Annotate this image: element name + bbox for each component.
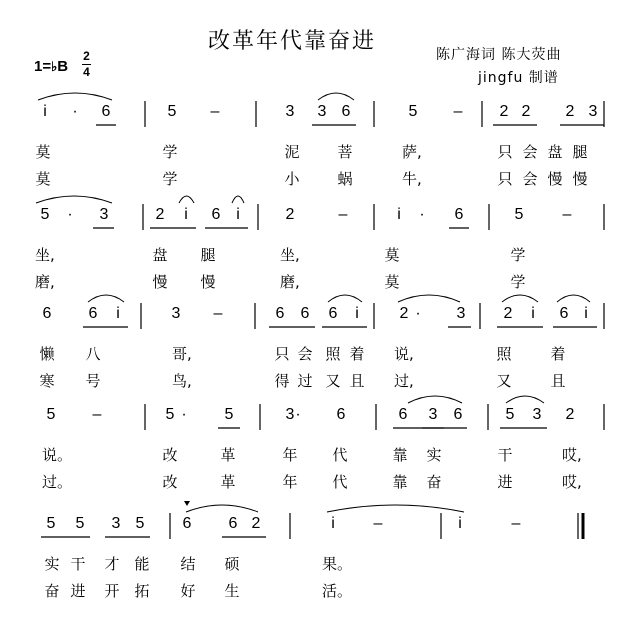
lyric-verse-2: 蜗 bbox=[337, 170, 353, 188]
note: 3 bbox=[317, 103, 327, 120]
key-note: B bbox=[57, 58, 69, 75]
slur bbox=[179, 196, 194, 203]
lyric-verse-1: 菩 bbox=[337, 143, 353, 161]
lyric-verse-1: 会 bbox=[522, 143, 538, 161]
lyric-verse-1: 革 bbox=[220, 446, 236, 464]
note: 5 bbox=[135, 515, 145, 532]
slur bbox=[88, 295, 124, 302]
lyric-verse-2: 牛, bbox=[402, 170, 422, 188]
note: 2 bbox=[155, 206, 165, 223]
note: · bbox=[67, 206, 73, 223]
lyric-verse-2: 又 bbox=[325, 372, 341, 390]
note: i bbox=[355, 305, 359, 322]
lyric-verse-1: 实 bbox=[44, 555, 60, 573]
note: 2 bbox=[565, 103, 575, 120]
lyric-verse-2: 学 bbox=[510, 273, 526, 291]
slur bbox=[186, 505, 258, 512]
lyric-verse-2: 过。 bbox=[42, 473, 73, 491]
lyricist-composer-credit: 陈广海词 陈大荧曲 bbox=[436, 47, 562, 63]
lyric-verse-2: 且 bbox=[349, 372, 365, 390]
note: · bbox=[415, 305, 421, 322]
lyric-verse-1: 才 bbox=[104, 555, 120, 573]
lyric-verse-2: 鸟, bbox=[172, 372, 192, 390]
note: 2 bbox=[285, 206, 295, 223]
lyric-verse-2: 莫 bbox=[35, 170, 51, 188]
lyric-verse-1: 哎, bbox=[562, 446, 582, 464]
lyric-verse-1: 照 bbox=[325, 345, 341, 363]
note: – bbox=[338, 206, 348, 223]
lyric-verse-2: 代 bbox=[332, 473, 348, 491]
note: i bbox=[331, 515, 335, 532]
lyric-verse-2: 靠 bbox=[392, 473, 408, 491]
lyric-verse-2: 过 bbox=[297, 372, 313, 390]
note: 6 bbox=[336, 406, 346, 423]
lyric-verse-1: 说。 bbox=[42, 446, 73, 464]
lyric-verse-1: 靠 bbox=[392, 446, 408, 464]
note: 6 bbox=[341, 103, 351, 120]
note: 6 bbox=[42, 305, 52, 322]
note: 5 bbox=[408, 103, 418, 120]
lyric-verse-1: 会 bbox=[297, 345, 313, 363]
lyric-verse-2: 好 bbox=[180, 582, 196, 600]
slur bbox=[327, 505, 464, 512]
note: · bbox=[419, 206, 425, 223]
lyric-verse-2: 且 bbox=[550, 372, 566, 390]
note: 3 bbox=[456, 305, 466, 322]
lyric-verse-1: 坐, bbox=[35, 246, 55, 264]
lyric-verse-2: 过, bbox=[394, 372, 414, 390]
note: – bbox=[210, 103, 220, 120]
note: 2 bbox=[521, 103, 531, 120]
song-title: 改革年代靠奋进 bbox=[208, 29, 377, 54]
lyric-verse-1: 年 bbox=[282, 446, 298, 464]
lyric-verse-1: 萨, bbox=[402, 143, 422, 161]
arranger-credit: jingfu 制谱 bbox=[478, 70, 559, 86]
lyric-verse-1: 学 bbox=[162, 143, 178, 161]
slur bbox=[506, 396, 544, 403]
lyric-verse-1: 懒 bbox=[39, 345, 55, 363]
note: 2 bbox=[499, 103, 509, 120]
note: 6 bbox=[228, 515, 238, 532]
slur bbox=[318, 93, 354, 100]
key-prefix: 1= bbox=[34, 58, 52, 75]
lyric-verse-2: 寒 bbox=[39, 372, 55, 390]
time-signature-bottom: 4 bbox=[83, 65, 90, 79]
lyric-verse-1: 腿 bbox=[200, 246, 216, 264]
lyric-verse-1: 着 bbox=[349, 345, 365, 363]
note: 5 bbox=[46, 515, 56, 532]
lyric-verse-2: 开 bbox=[104, 582, 120, 600]
lyric-verse-2: 只 bbox=[497, 170, 513, 188]
lyric-verse-2: 奋 bbox=[44, 582, 60, 600]
note: 6 bbox=[101, 103, 111, 120]
lyric-verse-1: 干 bbox=[70, 555, 86, 573]
lyric-verse-1: 着 bbox=[550, 345, 566, 363]
lyric-verse-1: 结 bbox=[180, 555, 196, 573]
note: i bbox=[584, 305, 588, 322]
lyric-verse-2: 小 bbox=[284, 170, 300, 188]
lyric-verse-2: 年 bbox=[282, 473, 298, 491]
lyric-verse-1: 莫 bbox=[35, 143, 51, 161]
lyric-verse-1: 盘 bbox=[547, 143, 563, 161]
note: i bbox=[43, 103, 47, 120]
note: · bbox=[295, 406, 301, 423]
lyric-verse-1: 哥, bbox=[172, 345, 192, 363]
note: i bbox=[184, 206, 188, 223]
note: – bbox=[373, 515, 383, 532]
note: i bbox=[236, 206, 240, 223]
note: i bbox=[397, 206, 401, 223]
note: 2 bbox=[251, 515, 261, 532]
lyric-verse-2: 进 bbox=[70, 582, 86, 600]
note: 6 bbox=[182, 515, 192, 532]
slur bbox=[557, 295, 590, 302]
lyric-verse-2: 进 bbox=[497, 473, 513, 491]
note: – bbox=[562, 206, 572, 223]
lyric-verse-1: 果。 bbox=[322, 555, 353, 573]
note: 5 bbox=[46, 406, 56, 423]
note: 6 bbox=[454, 206, 464, 223]
note: 2 bbox=[565, 406, 575, 423]
note: 3 bbox=[428, 406, 438, 423]
note: 3 bbox=[588, 103, 598, 120]
lyric-verse-1: 只 bbox=[497, 143, 513, 161]
note: 5 bbox=[224, 406, 234, 423]
note: – bbox=[511, 515, 521, 532]
lyric-verse-1: 硕 bbox=[224, 555, 240, 573]
note: 3 bbox=[532, 406, 542, 423]
note: – bbox=[453, 103, 463, 120]
note: 2 bbox=[503, 305, 513, 322]
note: 6 bbox=[211, 206, 221, 223]
time-signature-top: 2 bbox=[83, 49, 90, 63]
note: · bbox=[181, 406, 187, 423]
lyric-verse-1: 学 bbox=[510, 246, 526, 264]
lyric-verse-2: 拓 bbox=[134, 582, 150, 600]
note: 5 bbox=[514, 206, 524, 223]
lyric-verse-1: 干 bbox=[497, 446, 513, 464]
lyric-verse-2: 慢 bbox=[152, 273, 168, 291]
lyric-verse-1: 盘 bbox=[152, 246, 168, 264]
lyric-verse-1: 实 bbox=[426, 446, 442, 464]
note: · bbox=[72, 103, 78, 120]
lyric-verse-1: 说, bbox=[394, 345, 414, 363]
note: i bbox=[116, 305, 120, 322]
note: 2 bbox=[399, 305, 409, 322]
slur bbox=[36, 196, 112, 203]
lyric-verse-2: 磨, bbox=[280, 273, 300, 291]
note: 6 bbox=[328, 305, 338, 322]
note: 6 bbox=[88, 305, 98, 322]
note: 6 bbox=[300, 305, 310, 322]
note: 5 bbox=[75, 515, 85, 532]
lyric-verse-1: 只 bbox=[274, 345, 290, 363]
lyric-verse-2: 莫 bbox=[384, 273, 400, 291]
lyric-verse-1: 坐, bbox=[280, 246, 300, 264]
note: – bbox=[92, 406, 102, 423]
lyric-verse-1: 莫 bbox=[384, 246, 400, 264]
note: – bbox=[213, 305, 223, 322]
lyric-verse-1: 腿 bbox=[572, 143, 588, 161]
flat-sign: ♭ bbox=[51, 59, 58, 74]
lyric-verse-2: 生 bbox=[224, 582, 240, 600]
lyric-verse-2: 奋 bbox=[426, 473, 442, 491]
lyric-verse-2: 得 bbox=[274, 372, 290, 390]
slur bbox=[398, 295, 460, 302]
lyric-verse-2: 改 bbox=[162, 473, 178, 491]
note: 6 bbox=[398, 406, 408, 423]
lyric-verse-2: 哎, bbox=[562, 473, 582, 491]
lyric-verse-1: 能 bbox=[134, 555, 150, 573]
lyric-verse-1: 八 bbox=[85, 345, 101, 363]
lyric-verse-2: 革 bbox=[220, 473, 236, 491]
slur bbox=[328, 295, 362, 302]
note: 5 bbox=[505, 406, 515, 423]
accent-mark bbox=[184, 501, 190, 506]
slur bbox=[408, 396, 462, 403]
note: 6 bbox=[453, 406, 463, 423]
lyric-verse-2: 磨, bbox=[35, 273, 55, 291]
lyric-verse-2: 学 bbox=[162, 170, 178, 188]
note: 3 bbox=[285, 103, 295, 120]
lyric-verse-2: 活。 bbox=[322, 582, 353, 600]
note: 3 bbox=[111, 515, 121, 532]
slur bbox=[38, 93, 112, 100]
lyric-verse-1: 照 bbox=[496, 345, 512, 363]
note: 5 bbox=[165, 406, 175, 423]
note: 5 bbox=[40, 206, 50, 223]
lyric-verse-2: 慢 bbox=[547, 170, 563, 188]
lyric-verse-2: 号 bbox=[85, 372, 101, 390]
note: 5 bbox=[167, 103, 177, 120]
lyric-verse-2: 又 bbox=[496, 372, 512, 390]
note: 3 bbox=[99, 206, 109, 223]
note: 3 bbox=[285, 406, 295, 423]
note: i bbox=[458, 515, 462, 532]
lyric-verse-2: 会 bbox=[522, 170, 538, 188]
lyric-verse-1: 代 bbox=[332, 446, 348, 464]
note: 6 bbox=[275, 305, 285, 322]
slur bbox=[232, 196, 244, 203]
note: 3 bbox=[171, 305, 181, 322]
lyric-verse-1: 泥 bbox=[284, 143, 300, 161]
note: i bbox=[531, 305, 535, 322]
lyric-verse-1: 改 bbox=[162, 446, 178, 464]
slur bbox=[502, 295, 538, 302]
note: 6 bbox=[559, 305, 569, 322]
lyric-verse-2: 慢 bbox=[200, 273, 216, 291]
lyric-verse-2: 慢 bbox=[572, 170, 588, 188]
